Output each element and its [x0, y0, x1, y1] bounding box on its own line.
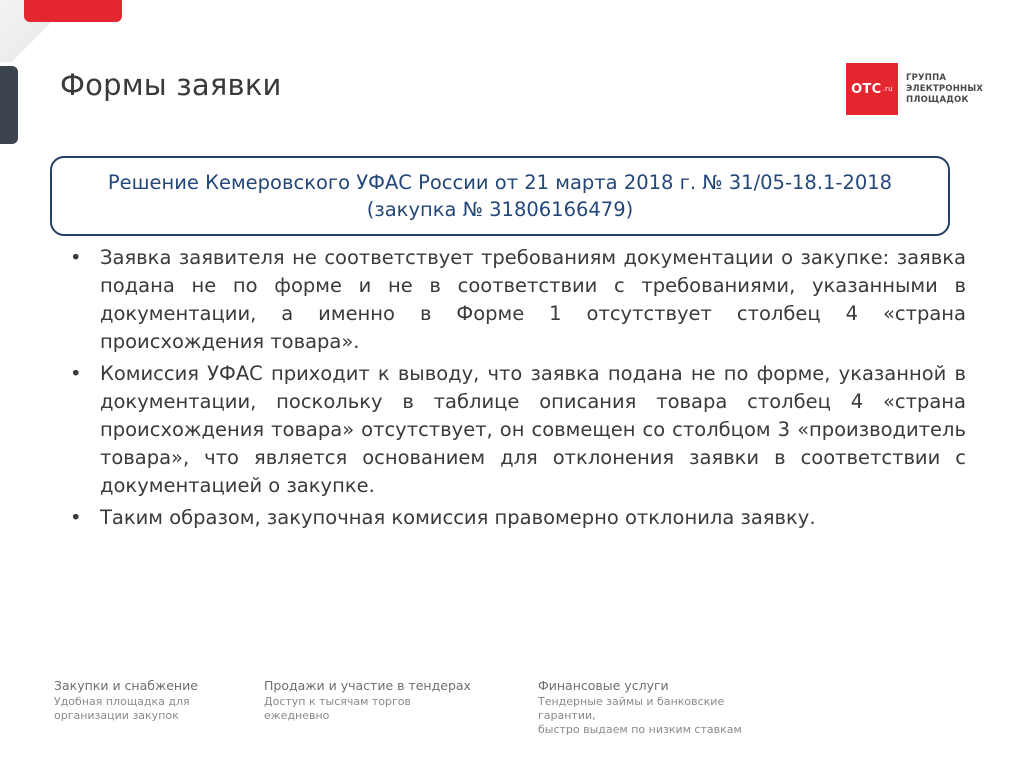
footer-heading: Продажи и участие в тендерах: [264, 678, 471, 693]
bullet-text: Комиссия УФАС приходит к выводу, что заявка подана не по форме, указанной в документации, поскольку в таблице описания товара столбец 4 «страна происхождения товара» отсутствует, он совмещен со столбцом 3 «производитель товара», что является основанием для отклонения заявки в соответствии с документацией о закупке.: [100, 362, 966, 497]
bullet-text: Таким образом, закупочная комиссия правомерно отклонила заявку.: [100, 506, 816, 529]
decision-callout: [50, 156, 950, 236]
bullet-item: [68, 504, 966, 532]
otc-logo-mark: [846, 63, 898, 115]
logo-mark-text: OTC: [851, 81, 882, 97]
slide-title: Формы заявки: [60, 68, 282, 102]
footer-subtext: гарантии,: [538, 709, 596, 722]
logo-caption-line3: ПЛОЩАДОК: [906, 94, 969, 105]
footer-subtext: Доступ к тысячам торгов: [264, 695, 412, 708]
footer-subtext: Удобная площадка для: [54, 695, 190, 708]
logo-mark-suffix: .ru: [882, 85, 893, 93]
top-red-tab: [24, 0, 122, 22]
bullet-text: Заявка заявителя не соответствует требованиям документации о закупке: заявка подана не по форме и не в соответствии с требованиями, указанными в документации, а именно в Форме 1 отсутствует столбец 4 «страна происхождения товара».: [100, 246, 966, 353]
logo-caption: [906, 73, 983, 106]
footer-col-sales: [264, 678, 471, 723]
decision-line2: (закупка № 31806166479): [366, 198, 634, 221]
bullet-item: [68, 244, 966, 356]
bullet-marker: •: [70, 506, 82, 529]
side-accent-bar: [0, 66, 18, 144]
footer-heading: Финансовые услуги: [538, 678, 669, 693]
footer-subtext: ежедневно: [264, 709, 330, 722]
otc-logo: [846, 63, 983, 115]
decision-line1: Решение Кемеровского УФАС России от 21 марта 2018 г. № 31/05-18.1-2018: [107, 171, 893, 194]
footer-subtext: Тендерные займы и банковские: [538, 695, 725, 708]
footer-subtext: организации закупок: [54, 709, 179, 722]
bullet-marker: •: [70, 246, 82, 269]
footer-col-finance: [538, 678, 742, 737]
logo-caption-line2: ЭЛЕКТРОННЫХ: [906, 83, 984, 94]
bullet-item: [68, 360, 966, 500]
bullet-list: [68, 244, 966, 536]
bullet-marker: •: [70, 362, 82, 385]
footer-col-procurement: [54, 678, 198, 723]
footer-subtext: быстро выдаем по низким ставкам: [538, 723, 742, 736]
footer-heading: Закупки и снабжение: [54, 678, 198, 693]
logo-caption-line1: ГРУППА: [906, 72, 947, 83]
